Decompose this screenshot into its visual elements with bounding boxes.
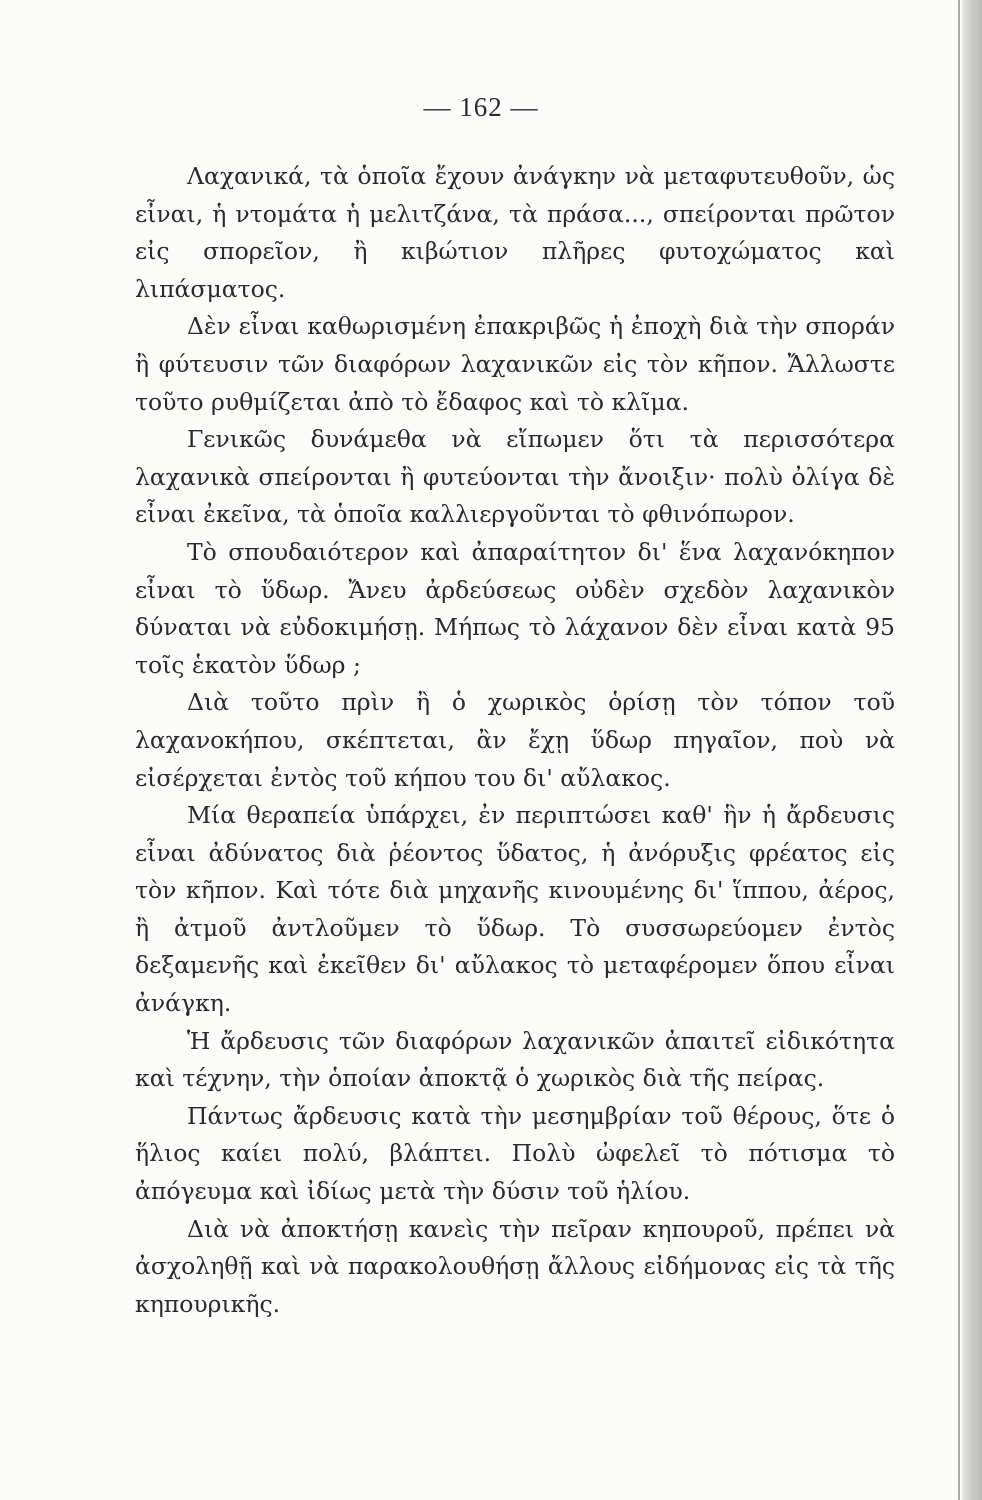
body-text (135, 158, 895, 1323)
paragraph: Γενικῶς δυνάμεθα νὰ εἴπωμεν ὅτι τὰ περισσότερα λαχανικὰ σπείρονται ἢ φυτεύονται τὴν ἄνοιξιν· πολὺ ὀλίγα δὲ εἶναι ἐκεῖνα, τὰ ὁποῖα καλλιεργοῦνται τὸ φθινόπωρον. (135, 425, 895, 529)
page-edge-line (958, 0, 960, 1500)
paragraph: Ἡ ἄρδευσις τῶν διαφόρων λαχανικῶν ἀπαιτεῖ εἰδικότητα καὶ τέχνην, τὴν ὁποίαν ἀποκτᾷ ὁ χωρικὸς διὰ τῆς πείρας. (135, 1026, 895, 1093)
paragraph: Μία θεραπεία ὑπάρχει, ἐν περιπτώσει καθ' ἣν ἡ ἄρδευσις εἶναι ἀδύνατος διὰ ῥέοντος ὕδατος, ἡ ἀνόρυξις φρέατος εἰς τὸν κῆπον. Καὶ τότε διὰ μηχανῆς κινουμένης δι' ἵππου, ἀέρος, ἢ ἀτμοῦ ἀντλοῦμεν τὸ ὕδωρ. Τὸ συσσωρεύομεν ἐντὸς δεξαμενῆς καὶ ἐκεῖθεν δι' αὔλακος τὸ μεταφέρομεν ὅπου εἶναι ἀνάγκη. (135, 801, 895, 1018)
paragraph: Δὲν εἶναι καθωρισμένη ἐπακριβῶς ἡ ἐποχὴ διὰ τὴν σποράν ἢ φύτευσιν τῶν διαφόρων λαχανικῶν εἰς τὸν κῆπον. Ἄλλωστε τοῦτο ρυθμίζεται ἀπὸ τὸ ἔδαφος καὶ τὸ κλῖμα. (135, 312, 895, 416)
paragraph: Πάντως ἄρδευσις κατὰ τὴν μεσημβρίαν τοῦ θέρους, ὅτε ὁ ἥλιος καίει πολύ, βλάπτει. Πολὺ ὠφελεῖ τὸ πότισμα τὸ ἀπόγευμα καὶ ἰδίως μετὰ τὴν δύσιν τοῦ ἡλίου. (135, 1101, 895, 1206)
page-edge-shadow (962, 0, 982, 1500)
paragraph: Διὰ τοῦτο πρὶν ἢ ὁ χωρικὸς ὁρίσῃ τὸν τόπον τοῦ λαχανοκήπου, σκέπτεται, ἂν ἔχῃ ὕδωρ πηγαῖον, ποὺ νὰ εἰσέρχεται ἐντὸς τοῦ κήπου του δι' αὔλακος. (135, 688, 895, 792)
page-number: — 162 — (423, 92, 539, 122)
paragraph: Διὰ νὰ ἀποκτήσῃ κανεὶς τὴν πεῖραν κηπουροῦ, πρέπει νὰ ἀσχοληθῇ καὶ νὰ παρακολουθήσῃ ἄλλους εἰδήμονας εἰς τὰ τῆς κηπουρικῆς. (135, 1214, 895, 1318)
paragraph: Λαχανικά, τὰ ὁποῖα ἔχουν ἀνάγκην νὰ μεταφυτευθοῦν, ὡς εἶναι, ἡ ντομάτα ἡ μελιτζάνα, τὰ πράσα..., σπείρονται πρῶτον εἰς σπορεῖον, ἢ κιβώτιον πλῆρες φυτοχώματος καὶ λιπάσματος. (135, 162, 895, 303)
paragraph: Τὸ σπουδαιότερον καὶ ἀπαραίτητον δι' ἕνα λαχανόκηπον εἶναι τὸ ὕδωρ. Ἄνευ ἀρδεύσεως οὐδὲν σχεδὸν λαχανικὸν δύναται νὰ εὐδοκιμήσῃ. Μήπως τὸ λάχανον δὲν εἶναι κατὰ 95 τοῖς ἑκατὸν ὕδωρ ; (135, 537, 895, 679)
